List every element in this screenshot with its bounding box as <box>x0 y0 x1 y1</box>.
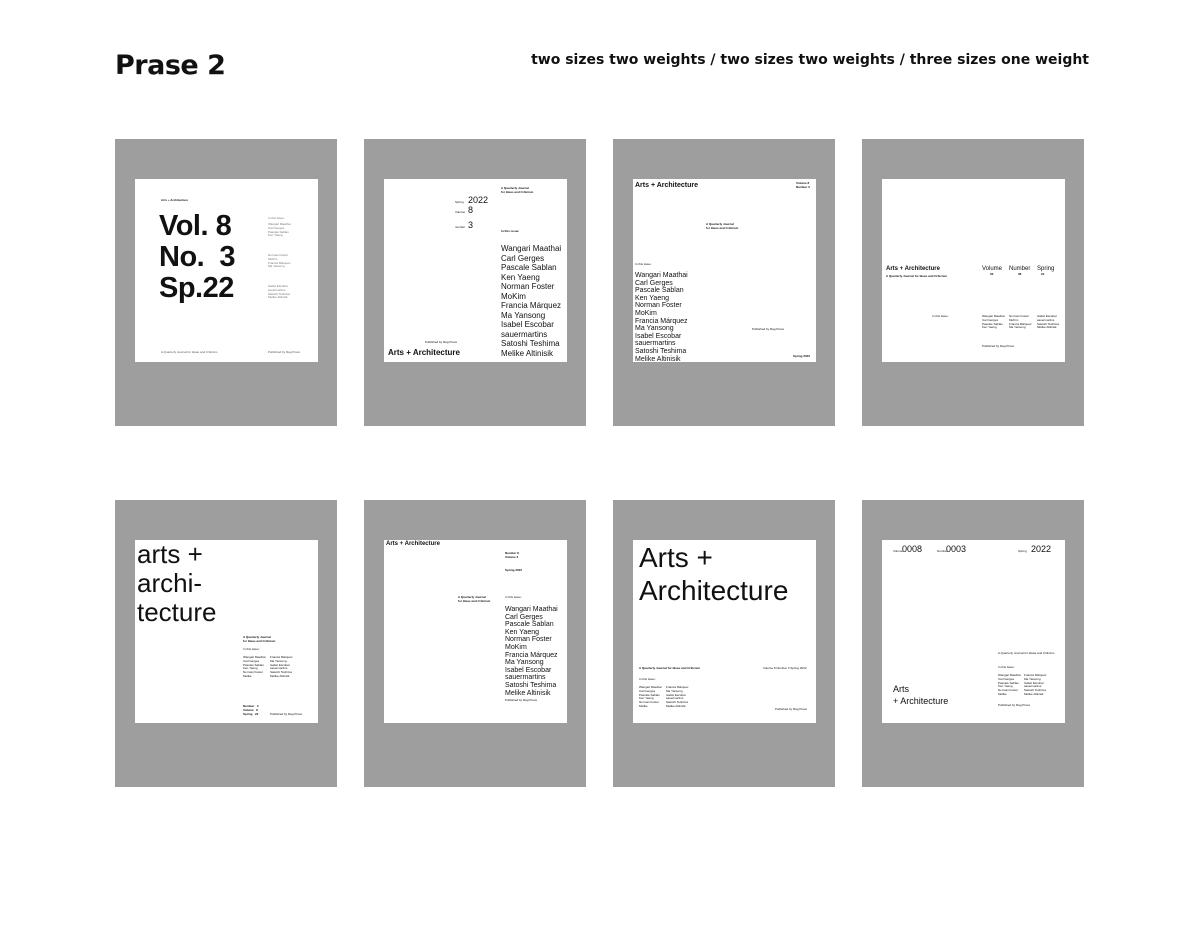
cover-masthead: Arts + Architecture <box>161 198 188 202</box>
publisher-credit: Published by Rag Press <box>982 344 1015 348</box>
spring-label: Spring <box>455 200 464 204</box>
cover-tagline: A Quarterly Journal for Ideas and Criticism <box>886 274 948 278</box>
cover-page-1 <box>135 179 318 362</box>
volume-number: Volume 8 Number 3 <box>796 181 810 189</box>
publisher-credit: Published by Rag Press <box>505 698 538 702</box>
in-this-issue-label: In this issue: <box>268 216 285 220</box>
cover-panel-4 <box>862 139 1084 426</box>
volume-label: Volume <box>893 549 904 553</box>
number-label: Number <box>1009 266 1031 272</box>
in-this-issue-label: In this issue: <box>639 677 656 681</box>
volume-label: Volume <box>455 210 466 214</box>
cover-season: Sp.22 <box>159 272 234 304</box>
contributors-list: Wangari Maathai Carl Gerges Pascale Sablan Ken Yaeng <box>982 314 1005 330</box>
volume-label: Volume <box>982 266 1003 272</box>
cover-tagline: A Quarterly Journal for Ideas and Criticism <box>706 222 739 230</box>
cover-tagline: A Quarterly Journal for Ideas and Criticism <box>161 350 218 354</box>
cover-masthead: Arts + Architecture <box>639 542 789 606</box>
cover-tagline: A Quarterly Journal for Ideas and Criticism <box>243 635 276 643</box>
volume-value: 0008 <box>902 544 923 554</box>
cover-page-3 <box>633 179 816 362</box>
cover-page-2 <box>384 179 567 362</box>
cover-panel-5 <box>115 500 337 787</box>
cover-tagline: A Quarterly Journal for Ideas and Criticism <box>639 666 701 670</box>
contributors-list: Isabel Escobar sauermartins Satoshi Teshima Melike Altinisik <box>1037 314 1059 330</box>
cover-page-4 <box>882 179 1065 362</box>
publisher-credit: Published by Rag Press <box>270 712 303 716</box>
contributors-list: Wangari Maathai Carl Gerges Pascale Sablan Ken Yaeng Norman Foster Melike <box>639 685 662 708</box>
publisher-credit: Published by Rag Press <box>268 350 301 354</box>
cover-panel-1 <box>115 139 337 426</box>
in-this-issue-label: In this issue: <box>505 595 522 599</box>
cover-masthead: Arts + Architecture <box>893 684 949 706</box>
publisher-credit: Published by Rag Press <box>752 327 785 331</box>
in-this-issue-label: In this issue: <box>635 262 652 266</box>
in-this-issue-label: In this issue: <box>501 229 520 233</box>
cover-panel-7 <box>613 500 835 787</box>
contributors-list: Wangari Maathai Carl Gerges Pascale Sablan Ken Yaeng <box>268 222 291 238</box>
spring-value: 22 <box>1041 272 1045 276</box>
contributors-list: Wangari Maathai Carl Gerges Pascale Sablan Ken Yaeng Norman Foster Melike <box>243 655 266 678</box>
cover-masthead: Arts + Architecture <box>635 182 698 189</box>
cover-panel-6 <box>364 500 586 787</box>
cover-date: Spring 2022 <box>793 354 811 358</box>
issue-info: Volume 8 Number 3 Spring 2022 <box>763 666 807 670</box>
page-title: Prase 2 <box>115 50 226 81</box>
contributors-list: Francia Márquez Ma Yansong Isabel Escobar sauermartins Satoshi Teshima Melike Altinisik <box>1024 673 1047 696</box>
number-value: 3 <box>468 220 474 230</box>
number-label: Number <box>937 549 948 553</box>
spring-label: Spring <box>1018 549 1027 553</box>
contributors-list: Wangari Maathai Carl Gerges Pascale Sablan Ken Yaeng Norman Foster MoKim Francia Márquez Ma Yansong Isabel Escobar sauermartins Satoshi Teshima Melike Altinisik <box>501 244 562 358</box>
contributors-list: Wangari Maathai Carl Gerges Pascale Sablan Ken Yaeng Norman Foster MoKim Francia Márquez Ma Yansong Isabel Escobar sauermartins Satoshi Teshima Melike Altinisik <box>505 606 558 697</box>
number-value: 08 <box>1018 272 1022 276</box>
cover-page-6 <box>384 540 567 723</box>
contributors-list: Norman Foster MoKim Francia Márquez Ma Yansong <box>268 253 291 269</box>
cover-tagline: A Quarterly Journal for Ideas and Criticism <box>458 595 491 603</box>
page-subtitle: two sizes two weights / two sizes two weights / three sizes one weight <box>531 52 1089 68</box>
cover-masthead: Arts + Architecture <box>886 266 940 272</box>
contributors-list: Wangari Maathai Carl Gerges Pascale Sablan Ken Yaeng Norman Foster Melike <box>998 673 1021 696</box>
volume-number: Number 8 Volume 3 <box>505 551 519 559</box>
cover-tagline: A Quarterly Journal for Ideas and Criticism <box>998 651 1055 655</box>
spring-label: Spring <box>1037 266 1055 272</box>
contributors-list: Wangari Maathai Carl Gerges Pascale Sablan Ken Yaeng Norman Foster MoKim Francia Márquez Ma Yansong Isabel Escobar sauermartins Satoshi Teshima Melike Altinisik <box>635 272 688 362</box>
in-this-issue-label: In this issue: <box>998 665 1015 669</box>
spring-value: 2022 <box>468 195 489 205</box>
cover-page-5 <box>135 540 318 723</box>
in-this-issue-label: In this issue: <box>243 647 260 651</box>
cover-masthead: arts + archi- tecture <box>137 540 217 627</box>
contributors-list: Isabel Escobar sauermartins Satoshi Teshima Melike Altinisik <box>268 284 290 300</box>
cover-panel-2 <box>364 139 586 426</box>
volume-value: 03 <box>990 272 994 276</box>
cover-masthead: Arts + Architecture <box>386 541 440 547</box>
cover-number: No. 3 <box>159 241 235 273</box>
issue-info: Number 3 Volume 8 Spring 22 <box>243 704 259 716</box>
spring-value: 2022 <box>1031 544 1052 554</box>
cover-page-7 <box>633 540 816 723</box>
contributors-list: Norman Foster MoKim Francia Márquez Ma Yansong <box>1009 314 1032 330</box>
in-this-issue-label: In this issue: <box>932 314 949 318</box>
publisher-credit: Published by Rag Press <box>425 340 458 344</box>
volume-value: 8 <box>468 205 474 215</box>
contributors-list: Francia Márquez Ma Yansong Isabel Escobar sauermartins Satoshi Teshima Melike Altinisik <box>270 655 293 678</box>
cover-tagline: A Quarterly Journal for Ideas and Criticism <box>501 186 534 194</box>
cover-panel-3 <box>613 139 835 426</box>
publisher-credit: Published by Rag Press <box>775 707 808 711</box>
cover-page-8 <box>882 540 1065 723</box>
cover-volume: Vol. 8 <box>159 210 232 242</box>
cover-panel-8 <box>862 500 1084 787</box>
cover-masthead: Arts + Architecture <box>388 348 460 357</box>
publisher-credit: Published by Rag Press <box>998 703 1031 707</box>
contributors-list: Francia Márquez Ma Yansong Isabel Escobar sauermartins Satoshi Teshima Melike Altinisik <box>666 685 689 708</box>
number-value: 0003 <box>946 544 967 554</box>
number-label: number <box>455 225 466 229</box>
cover-date: Spring 2022 <box>505 568 523 572</box>
